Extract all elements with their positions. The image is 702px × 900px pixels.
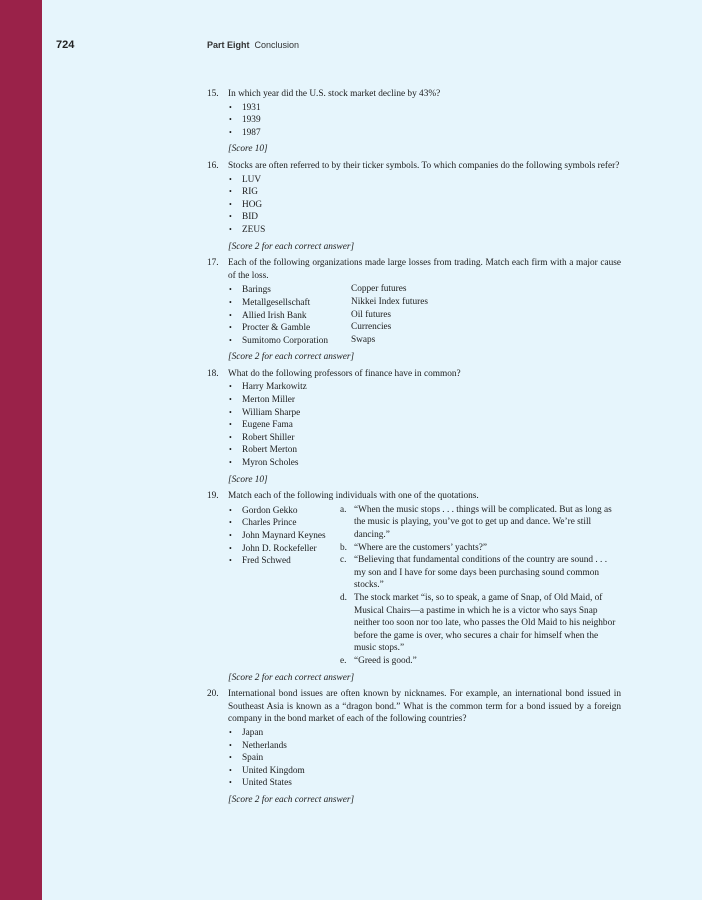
list-item: • Netherlands	[229, 740, 287, 751]
answer-options	[228, 102, 621, 140]
question-18	[207, 368, 621, 486]
list-item: • William Sharpe	[229, 407, 301, 418]
list-item: • Metallgesellschaft	[229, 297, 311, 308]
list-item: • John Maynard Keynes	[229, 531, 326, 541]
country-list	[228, 727, 621, 790]
score-note: [Score 2 for each correct answer]	[228, 794, 355, 805]
quotation-matching	[228, 504, 621, 668]
list-item: • 1939	[229, 115, 261, 126]
list-item: Nikkei Index futures	[351, 296, 428, 307]
ticker-list	[228, 174, 621, 237]
part-label: Part Eight	[207, 40, 250, 50]
question-16	[207, 160, 621, 253]
question-number: 18.	[207, 368, 219, 379]
quote-item: b. “Where are the customers’ yachts?”	[340, 542, 488, 553]
cause-list	[351, 283, 481, 347]
list-item: • HOG	[229, 199, 263, 210]
quote-item: a. “When the music stops . . . things will be complicated. But as long as the music is playing, you’ve got to get up and dance. We’re still dancing.”	[340, 504, 612, 540]
question-number: 19.	[207, 491, 219, 502]
list-item: Copper futures	[351, 284, 407, 295]
question-list	[207, 88, 621, 810]
list-item: • Procter & Gamble	[229, 323, 311, 334]
question-text: In which year did the U.S. stock market decline by 43%?	[228, 89, 441, 99]
list-item: • Charles Prince	[229, 518, 297, 529]
running-head	[207, 40, 299, 50]
quote-item: e. “Greed is good.”	[340, 655, 417, 666]
question-text: What do the following professors of finance have in common?	[228, 368, 461, 379]
quote-item: c. “Believing that fundamental conditions of the country are sound . . . my son and I have for some days been purchasing sound common stocks.”	[340, 555, 608, 591]
quote-list	[340, 504, 621, 668]
list-item: • Japan	[229, 727, 264, 738]
question-20	[207, 688, 621, 806]
page-number: 724	[56, 39, 75, 51]
question-text: Stocks are often referred to by their ticker symbols. To which companies do the following symbols refer?	[228, 160, 620, 171]
question-text: International bond issues are often known by nicknames. For example, an international bond issued in Southeast Asia is known as a “dragon bond.” What is the common term for a bond issued by a foreign company in the bond market of each of the following countries?	[228, 689, 621, 725]
score-note: [Score 2 for each correct answer]	[228, 241, 355, 252]
question-19	[207, 490, 621, 684]
list-item: • LUV	[229, 174, 262, 185]
list-item: • Harry Markowitz	[229, 382, 307, 393]
list-item: • United States	[229, 778, 292, 789]
score-note: [Score 2 for each correct answer]	[228, 352, 355, 363]
score-note: [Score 10]	[228, 144, 268, 155]
page-margin-band	[0, 0, 42, 900]
question-number: 16.	[207, 160, 219, 171]
list-item: • Gordon Gekko	[229, 505, 298, 516]
question-15	[207, 88, 621, 156]
question-number: 15.	[207, 89, 219, 99]
list-item: • Barings	[229, 285, 271, 296]
list-item: • 1987	[229, 127, 261, 138]
list-item: • Robert Merton	[229, 445, 297, 456]
list-item: • Merton Miller	[229, 395, 295, 406]
list-item: Swaps	[351, 334, 376, 345]
matching-table	[228, 283, 621, 347]
list-item: • 1931	[229, 102, 261, 113]
list-item: • United Kingdom	[229, 765, 305, 776]
list-item: • RIG	[229, 187, 259, 198]
list-item: • Allied Irish Bank	[229, 310, 307, 321]
list-item: • Eugene Fama	[229, 420, 293, 431]
question-number: 20.	[207, 689, 219, 700]
list-item: Currencies	[351, 322, 392, 333]
list-item: • BID	[229, 212, 259, 223]
quote-item: d. The stock market “is, so to speak, a game of Snap, of Old Maid, of Musical Chairs—a pastime in which he is a victor who says Snap neither too soon nor too late, who passes the Old Maid to his neighbor before the game is over, who secures a chair for himself when the music stops.”	[340, 592, 616, 654]
score-note: [Score 10]	[228, 474, 268, 485]
list-item: Oil futures	[351, 309, 392, 320]
list-item: • Spain	[229, 753, 264, 764]
question-text: Match each of the following individuals with one of the quotations.	[228, 491, 479, 502]
list-item: • John D. Rockefeller	[229, 543, 317, 554]
list-item: • Fred Schwed	[229, 556, 291, 567]
question-text: Each of the following organizations made large losses from trading. Match each firm with a major cause of the loss.	[228, 258, 621, 281]
section-label: Conclusion	[254, 40, 300, 50]
person-list	[228, 505, 340, 668]
question-number: 17.	[207, 258, 219, 269]
question-17	[207, 257, 621, 364]
score-note: [Score 2 for each correct answer]	[228, 672, 355, 683]
list-item: • Sumitomo Corporation	[229, 335, 328, 346]
professor-list	[228, 381, 621, 469]
list-item: • Robert Shiller	[229, 432, 295, 443]
list-item: • Myron Scholes	[229, 458, 299, 469]
firm-list	[228, 284, 351, 347]
list-item: • ZEUS	[229, 224, 266, 235]
